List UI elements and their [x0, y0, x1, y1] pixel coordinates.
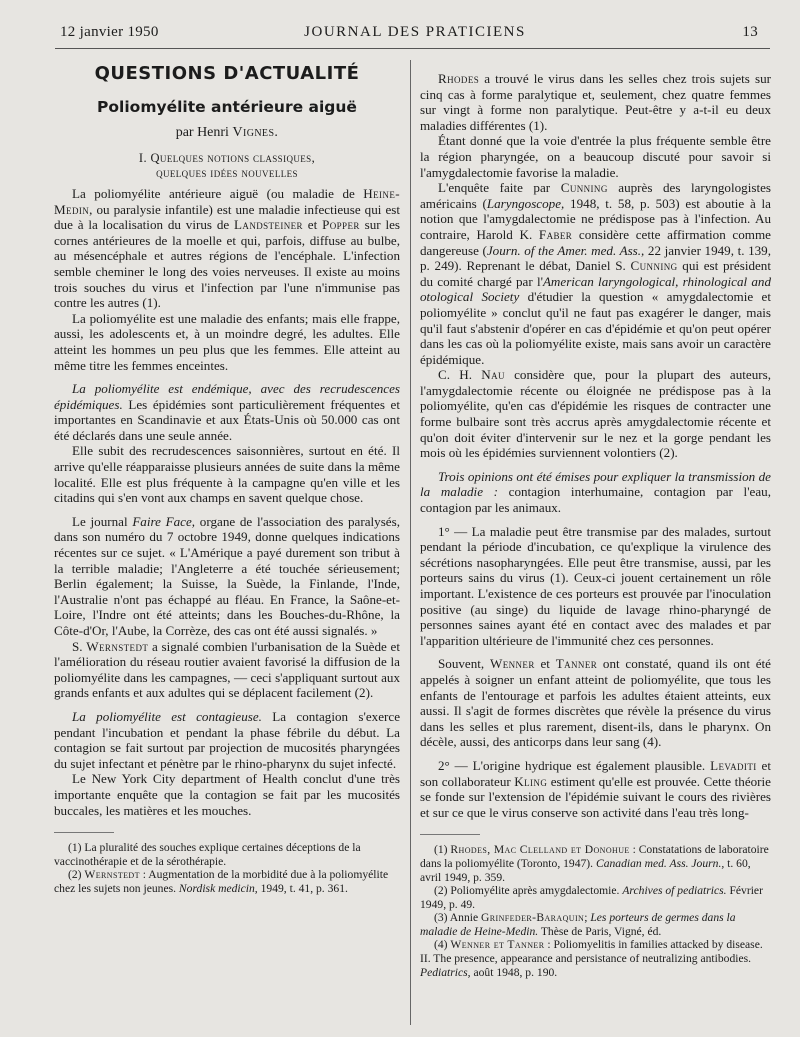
right-column — [420, 71, 771, 979]
footnote: (1) Rhodes, Mac Clelland et Donohue : Constatations de laboratoire dans la poliomyélite (Toronto, 1947). Canadian med. Ass. Journ., t. 60, avril 1949, p. 359. — [420, 843, 769, 884]
footnote-rule — [420, 834, 480, 835]
paragraph: Souvent, Wenner et Tanner ont constaté, quand ils ont été appelés à soigner un enfant atteint de poliomyélite, que tous les enfants de l'entourage et parfois les adultes étaient atteints, eux aussi. Il s'agit de formes discrètes que révèle la présence du virus dans les selles et plus rarement, disent-ils, dans le pharynx. On décèle, aussi, des anticorps dans leur sang (4). — [420, 656, 771, 750]
footnote: (2) Poliomyélite après amygdalectomie. Archives of pediatrics. Février 1949, p. 49. — [420, 884, 763, 911]
paragraph: Elle subit des recrudescences saisonnières, surtout en été. Il arrive qu'elle réapparaisse plusieurs années de suite dans la même localité. Elle est plus fréquente à la campagne qu'en ville et les citadins qui s'en vont aux champs en savent quelque chose. — [54, 443, 400, 506]
author-line: par Henri Vignes. — [175, 125, 279, 141]
paragraph: L'enquête faite par Cunning auprès des laryngologistes américains (Laryngoscope, 1948, t. 58, p. 503) est aboutie à la notion que l'amygdalectomie ne prédispose pas à l'infection. Au contraire, Harold K. Faber considère cette affirmation comme dangereuse (Journ. of the Amer. med. Ass., 22 janvier 1949, t. 139, p. 249). Reprenant le débat, Daniel S. Cunning qui est président du comité chargé par l'American laryngological, rhinological and otological Society d'étudier la question « amygdalectomie et poliomyélite » conclut qu'il ne faut pas exagérer le danger, mais qu'il faut s'abstenir d'opérer en cas d'épidémie et qu'on peut opérer dans les cas où la poliomyélite existe, mais sans avoir un caractère épidémique. — [420, 180, 771, 367]
part-heading: I. Quelques notions classiques, — [138, 150, 316, 165]
paragraph: Étant donné que la voie d'entrée la plus fréquente semble être la région pharyngée, on a beaucoup discuté pour savoir si l'amygdalectomie favorise la maladie. — [420, 133, 771, 180]
paragraph: Le journal Faire Face, organe de l'association des paralysés, dans son numéro du 7 octobre 1949, donne quelques indications récentes sur ce sujet. « L'Amérique a payé durement son tribut à la terrible maladie; l'Angleterre a été touchée sérieusement; Berlin également; la Suisse, la Suède, la Finlande, l'Inde, l'Australie n'ont pas échappé au fléau. En France, la Saône-et-Loire, l'Indre ont été atteints; dans les Bouches-du-Rhône, la Côte-d'Or, l'Aube, la Corrèze, des cas ont été aussi signalés. » — [54, 513, 400, 638]
paragraph: Rhodes a trouvé le virus dans les selles chez trois sujets sur cinq cas à forme paralytique et, seulement, chez quatre femmes sur vingt à forme non paralytique. Peut-être y a-t-il eu deux maladies différentes (1). — [420, 71, 771, 133]
part-subheading: quelques idées nouvelles — [156, 166, 298, 181]
section-heading: QUESTIONS D'ACTUALITÉ — [94, 63, 360, 84]
left-column — [54, 62, 400, 896]
paragraph: La poliomyélite est endémique, avec des recrudescences épidémiques. Les épidémies sont particulièrement fréquentes et importantes en Scandinavie et aux États-Unis où 50.000 cas ont été déclarés dans une seule année. — [54, 381, 400, 443]
page-header — [60, 24, 770, 46]
footnote: (3) Annie Grinfeder-Baraquin; Les porteurs de germes dans la maladie de Heine-Medin. Thèse de Paris, Vigné, éd. — [420, 911, 736, 938]
paragraph: La poliomyélite est contagieuse. La contagion s'exerce pendant l'incubation et pendant la phase fébrile du début. La contagion se fait surtout par projection de mucosités pharyngées du sujet infectant et pénètre par le rhino-pharynx du sujet infecté. — [54, 708, 401, 771]
paragraph: C. H. Nau considère que, pour la plupart des auteurs, l'amygdalectomie récente ou éloignée ne prédispose pas à la poliomyélite, qu'en cas d'épidémie les risques de contracter une forme bulbaire sont très accrus après amygdalectomie récente et qu'on doit éviter d'intervenir sur le nez et la gorge pendant les mois où les épidémies surviennent volontiers (2). — [420, 367, 771, 461]
paragraph: La poliomyélite est une maladie des enfants; mais elle frappe, aussi, les adolescents et, à un moindre degré, les adultes. Elle atteint les hommes un peu plus que les femmes. Elle atteint au même titre les femmes enceintes. — [54, 310, 400, 373]
footnote: (2) Wernstedt : Augmentation de la morbidité due à la poliomyélite chez les sujets non jeunes. Nordisk medicin, 1949, t. 41, p. 361. — [54, 868, 389, 895]
paragraph: La poliomyélite antérieure aiguë (ou maladie de Heine-Medin, ou paralysie infantile) est une maladie infectieuse qui est due à la localisation du virus de Landsteiner et Popper sur les cornes antérieures de la moelle et qui, parfois, diffuse au bulbe, au mésencéphale et autres régions de l'encéphale. L'infection semble cheminer le long des voies nerveuses. Il existe au moins trois souches du virus et l'infection par l'une n'immunise pas contre les autres (1). — [54, 185, 400, 311]
paragraph: 2° — L'origine hydrique est également plausible. Levaditi et son collaborateur Kling estiment qu'elle est prouvée. Cette théorie se fonde sur l'extension de l'épidémie suivant le cours des rivières et sur ce que le virus conserve son activité dans l'eau très long- — [420, 757, 771, 820]
header-rule — [55, 48, 770, 49]
page-number: 13 — [742, 24, 758, 40]
footnote: (1) La pluralité des souches explique certaines déceptions de la vaccinothérapie et de la sérothérapie. — [54, 841, 361, 868]
paragraph: S. Wernstedt a signalé combien l'urbanisation de la Suède et l'amélioration du réseau routier avaient favorisé la diffusion de la poliomyélite dans les campagnes, — ceci s'appliquant surtout aux grands enfants et aux adultes qui se déplacent facilement (2). — [54, 638, 400, 701]
paragraph: Trois opinions ont été émises pour expliquer la transmission de la maladie : contagion interhumaine, contagion par l'eau, contagion par les animaux. — [420, 468, 771, 516]
issue-date: 12 janvier 1950 — [60, 24, 159, 40]
journal-title: JOURNAL DES PRATICIENS — [304, 24, 526, 40]
article-title: Poliomyélite antérieure aiguë — [97, 97, 357, 116]
paragraph: Le New York City department of Health conclut d'une très importante enquête que la contagion se fait par les mucosités buccales, les matières et les mouches. — [54, 771, 400, 818]
column-divider — [410, 60, 411, 1025]
paragraph: 1° — La maladie peut être transmise par des malades, surtout pendant la période d'incubation, ce qu'explique la virulence des sécrétions nasopharyngées. Elle peut être transmise, aussi, par les porteurs sains du virus (1). Ceux-ci jouent certainement un rôle important. L'existence de ces porteurs est prouvée par l'inoculation positive (au singe) du liquide de lavage rhino-pharyngé de personnes saines ayant été en contact avec des malades et par l'apparition ultérieure de l'immunité chez ces personnes. — [420, 523, 771, 648]
footnote: (4) Wenner et Tanner : Poliomyelitis in families attacked by disease. II. The presence, appearance and persistance of neutralizing antibodies. Pediatrics, août 1948, p. 190. — [420, 938, 763, 979]
footnote-rule — [54, 832, 114, 833]
